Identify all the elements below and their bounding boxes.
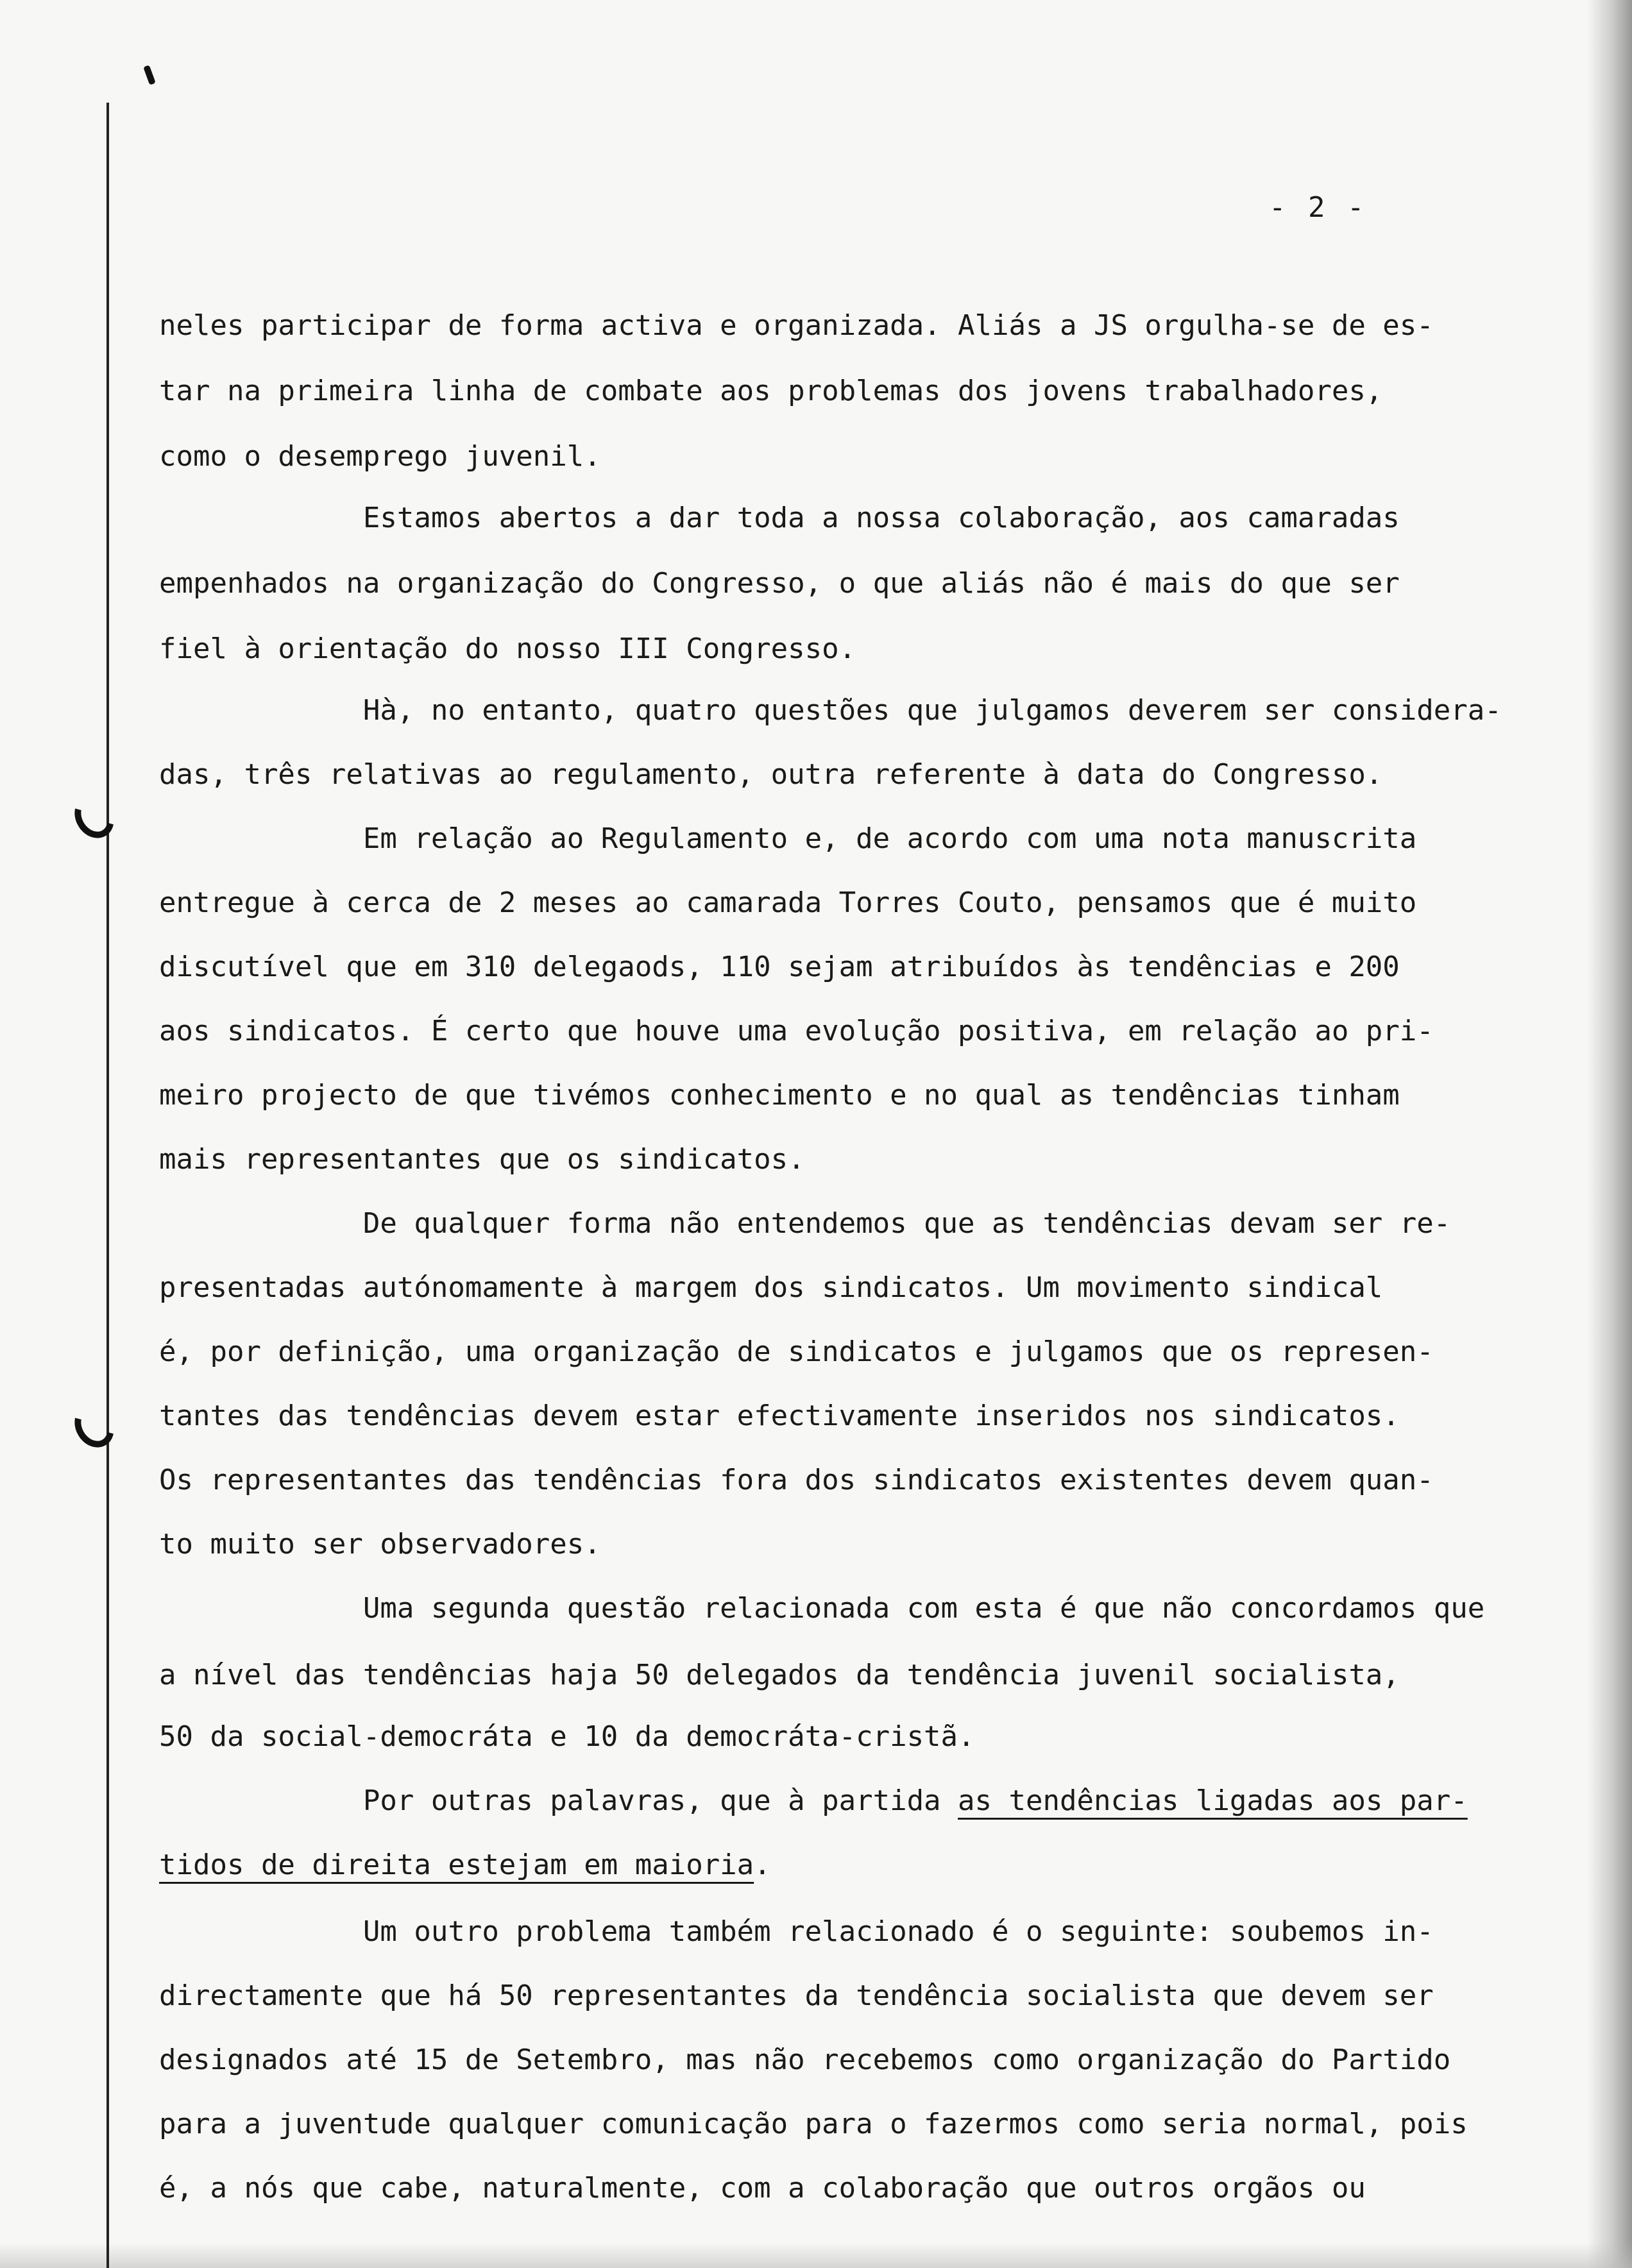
scan-edge-shading <box>1587 0 1632 2268</box>
text-line-with-underline <box>159 1851 771 1879</box>
text-line: Os representantes das tendências fora dos sindicatos existentes devem quan- <box>159 1464 1434 1496</box>
text-line: como o desemprego juvenil. <box>159 440 601 473</box>
text-line: empenhados na organização do Congresso, o que aliás não é mais do que ser <box>159 567 1400 600</box>
text-line: discutível que em 310 delegaods, 110 sejam atribuídos às tendências e 200 <box>159 951 1400 983</box>
text-line: Um outro problema também relacionado é o seguinte: soubemos in- <box>159 1915 1434 1948</box>
underlined-text: tidos de direita estejam em maioria <box>159 1849 754 1881</box>
ink-mark-icon <box>143 65 156 85</box>
text-line: to muito ser observadores. <box>159 1528 601 1561</box>
scan-bottom-shading <box>0 2242 1632 2268</box>
text-line: fiel à orientação do nosso III Congresso. <box>159 632 856 665</box>
text-line: directamente que há 50 representantes da tendência socialista que devem ser <box>159 1979 1434 2012</box>
text-line: para a juventude qualquer comunicação para o fazermos como seria normal, pois <box>159 2108 1468 2140</box>
text-line-with-underline <box>159 1784 1468 1817</box>
text-line: designados até 15 de Setembro, mas não recebemos como organização do Partido <box>159 2044 1451 2076</box>
text-segment: Por outras palavras, que à partida <box>159 1784 958 1817</box>
text-line: Em relação ao Regulamento e, de acordo com uma nota manuscrita <box>159 822 1417 855</box>
margin-rule <box>106 103 109 2268</box>
underlined-text: as tendências ligadas aos par- <box>958 1784 1468 1817</box>
text-line: Hà, no entanto, quatro questões que julgamos deverem ser considera- <box>159 694 1502 727</box>
text-line: meiro projecto de que tivémos conhecimento e no qual as tendências tinham <box>159 1079 1400 1112</box>
text-line: De qualquer forma não entendemos que as tendências devam ser re- <box>159 1207 1451 1240</box>
text-line: 50 da social-democráta e 10 da democráta-cristã. <box>159 1720 975 1753</box>
text-line: é, a nós que cabe, naturalmente, com a colaboração que outros orgãos ou <box>159 2172 1366 2205</box>
text-line: Uma segunda questão relacionada com esta é que não concordamos que <box>159 1592 1485 1625</box>
page-number: - 2 - <box>1269 191 1367 224</box>
punch-hole-icon <box>67 788 121 845</box>
punch-hole-icon <box>67 1397 121 1455</box>
text-line: entregue à cerca de 2 meses ao camarada Torres Couto, pensamos que é muito <box>159 886 1417 919</box>
text-line: presentadas autónomamente à margem dos sindicatos. Um movimento sindical <box>159 1271 1383 1304</box>
text-line: aos sindicatos. É certo que houve uma evolução positiva, em relação ao pri- <box>159 1015 1434 1047</box>
text-line: das, três relativas ao regulamento, outra referente à data do Congresso. <box>159 758 1383 791</box>
text-line: neles participar de forma activa e organizada. Aliás a JS orgulha-se de es- <box>159 309 1434 342</box>
text-line: tantes das tendências devem estar efectivamente inseridos nos sindicatos. <box>159 1400 1400 1432</box>
text-segment: . <box>754 1849 771 1881</box>
text-line: tar na primeira linha de combate aos problemas dos jovens trabalhadores, <box>159 375 1383 407</box>
text-line: Estamos abertos a dar toda a nossa colaboração, aos camaradas <box>159 502 1400 534</box>
text-line: a nível das tendências haja 50 delegados da tendência juvenil socialista, <box>159 1659 1400 1691</box>
text-line: mais representantes que os sindicatos. <box>159 1143 805 1176</box>
text-line: é, por definição, uma organização de sindicatos e julgamos que os represen- <box>159 1335 1434 1368</box>
